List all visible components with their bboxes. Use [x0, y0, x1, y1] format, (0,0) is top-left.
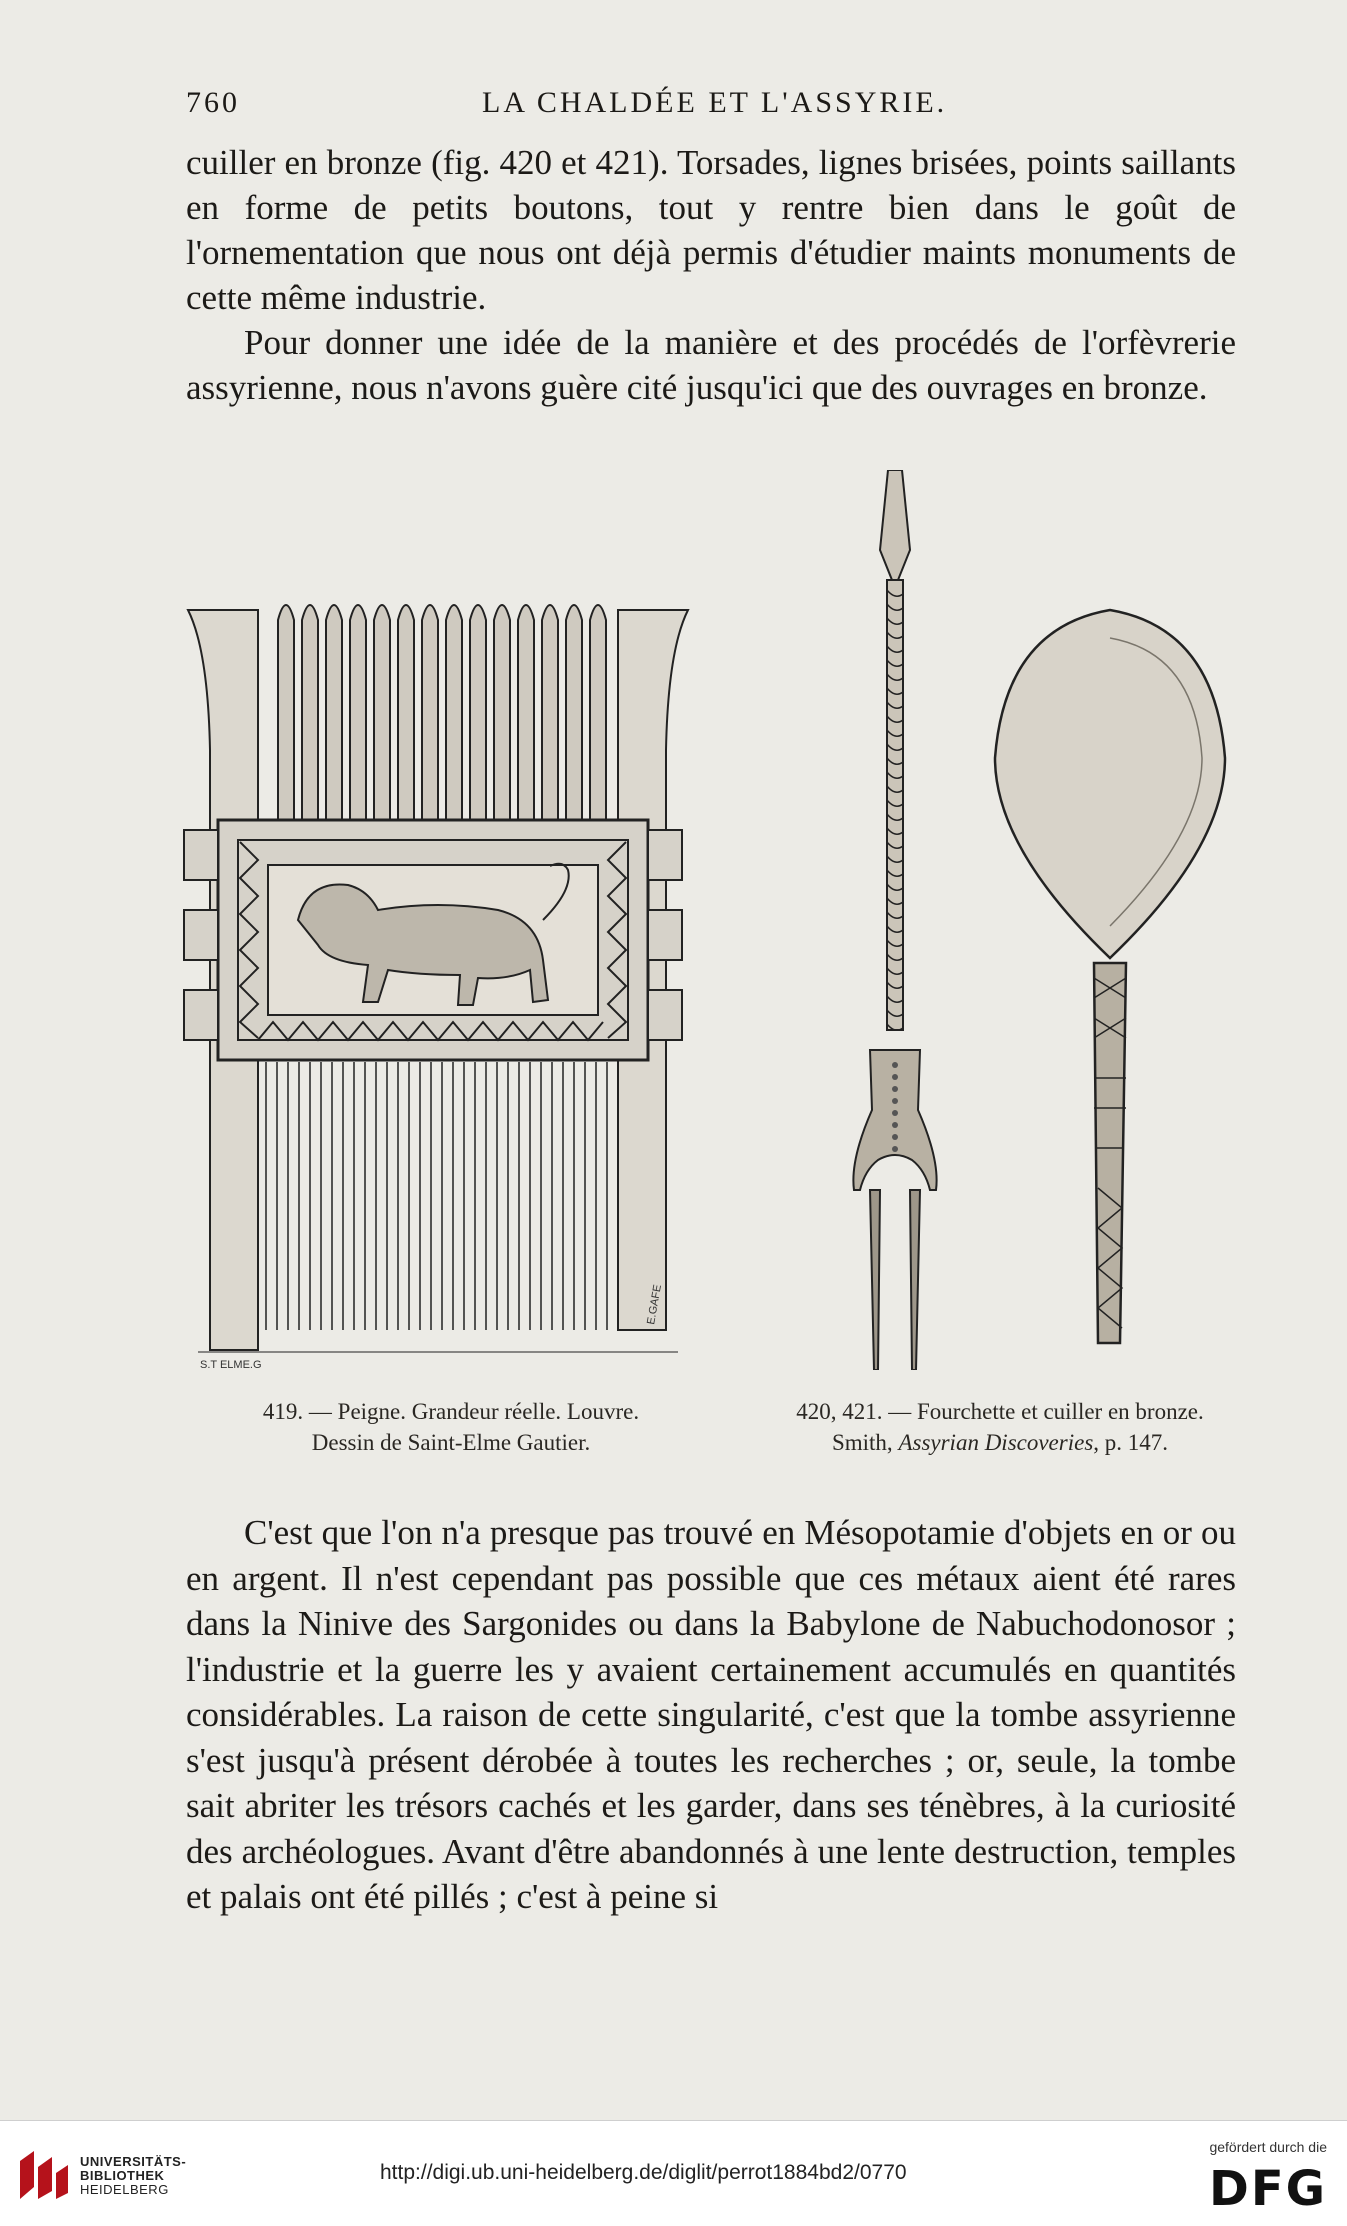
caption-right-number: 420, 421.	[796, 1399, 883, 1424]
text-top	[186, 140, 1236, 410]
paragraph-1: cuiller en bronze (fig. 420 et 421). Torsades, lignes brisées, points saillants en forme de petits boutons, tout y rentre bien dans le goût de l'ornementation que nous ont déjà permis d'étudier maints monuments de cette même industrie.	[186, 143, 1236, 317]
permalink-url[interactable]: http://digi.ub.uni-heidelberg.de/diglit/perrot1884bd2/0770	[380, 2161, 907, 2184]
paragraph-3: C'est que l'on n'a presque pas trouvé en Mésopotamie d'objets en or ou en argent. Il n'est cependant pas possible que ces métaux aient été rares dans la Ninive des Sargonides ou dans la Babylone de Nabuchodonosor ; l'industrie et la guerre les y avaient certainement accumulés en quantités considérables. La raison de cette singularité, c'est que la tombe assyrienne s'est jusqu'à présent dérobée à toutes les recherches ; or, seule, la tombe sait abriter les trésors cachés et les garder, dans ses ténèbres, à la curiosité des archéologues. Avant d'être abandonnés à une lente destruction, temples et palais ont été pillés ; c'est à peine si	[186, 1513, 1236, 1916]
caption-right-author: Smith,	[831, 1430, 899, 1455]
fork-dot	[892, 1062, 898, 1068]
caption-fig-419	[196, 1396, 706, 1458]
funding-note: gefördert durch die	[1209, 2139, 1327, 2155]
comb-top-tooth	[542, 605, 558, 820]
institution-name: UNIVERSITÄTS- BIBLIOTHEK HEIDELBERG	[80, 2154, 187, 2197]
caption-left-number: 419.	[262, 1399, 304, 1424]
caption-left-line1: — Peigne. Grandeur réelle. Louvre.	[308, 1399, 640, 1424]
fork-dot	[892, 1122, 898, 1128]
comb-top-tooth	[494, 605, 510, 820]
comb-signature-right: E.GAFE	[645, 1283, 664, 1326]
text-bottom	[186, 1510, 1236, 1920]
comb-top-tooth	[590, 605, 606, 820]
comb-top-tooth	[278, 605, 294, 820]
fork-dot	[892, 1074, 898, 1080]
comb-top-tooth	[398, 605, 414, 820]
caption-right-line1: — Fourchette et cuiller en bronze.	[888, 1399, 1204, 1424]
running-head	[186, 86, 1236, 130]
caption-left-line2: Dessin de Saint-Elme Gautier.	[311, 1430, 591, 1455]
comb-top-tooth	[302, 605, 318, 820]
comb-illustration	[178, 590, 698, 1370]
university-library-logo-icon[interactable]	[14, 2147, 72, 2205]
fork-dot	[892, 1146, 898, 1152]
spoon-illustration	[990, 608, 1230, 1348]
running-title: LA CHALDÉE ET L'ASSYRIE.	[482, 86, 948, 119]
fork-dot	[892, 1098, 898, 1104]
viewer-footer	[0, 2120, 1347, 2226]
fork-dot	[892, 1110, 898, 1116]
comb-top-tooth	[446, 605, 462, 820]
caption-fig-420-421	[750, 1396, 1250, 1458]
dfg-logo[interactable]: DFG	[1208, 2161, 1327, 2217]
comb-top-tooth	[374, 605, 390, 820]
comb-top-tooth	[422, 605, 438, 820]
fork-illustration	[840, 470, 950, 1370]
fork-dot	[892, 1086, 898, 1092]
comb-top-tooth	[518, 605, 534, 820]
comb-signature-left: S.T ELME.G	[200, 1359, 262, 1370]
caption-right-page: , p. 147.	[1093, 1430, 1169, 1455]
caption-right-book-title: Assyrian Discoveries	[898, 1430, 1094, 1455]
paragraph-2: Pour donner une idée de la manière et des procédés de l'orfèvrerie assyrienne, nous n'avons guère cité jusqu'ici que des ouvrages en bronze.	[186, 323, 1236, 407]
comb-top-tooth	[326, 605, 342, 820]
comb-top-tooth	[566, 605, 582, 820]
page-number: 760	[186, 86, 240, 119]
comb-top-tooth	[470, 605, 486, 820]
fork-dot	[892, 1134, 898, 1140]
comb-top-tooth	[350, 605, 366, 820]
